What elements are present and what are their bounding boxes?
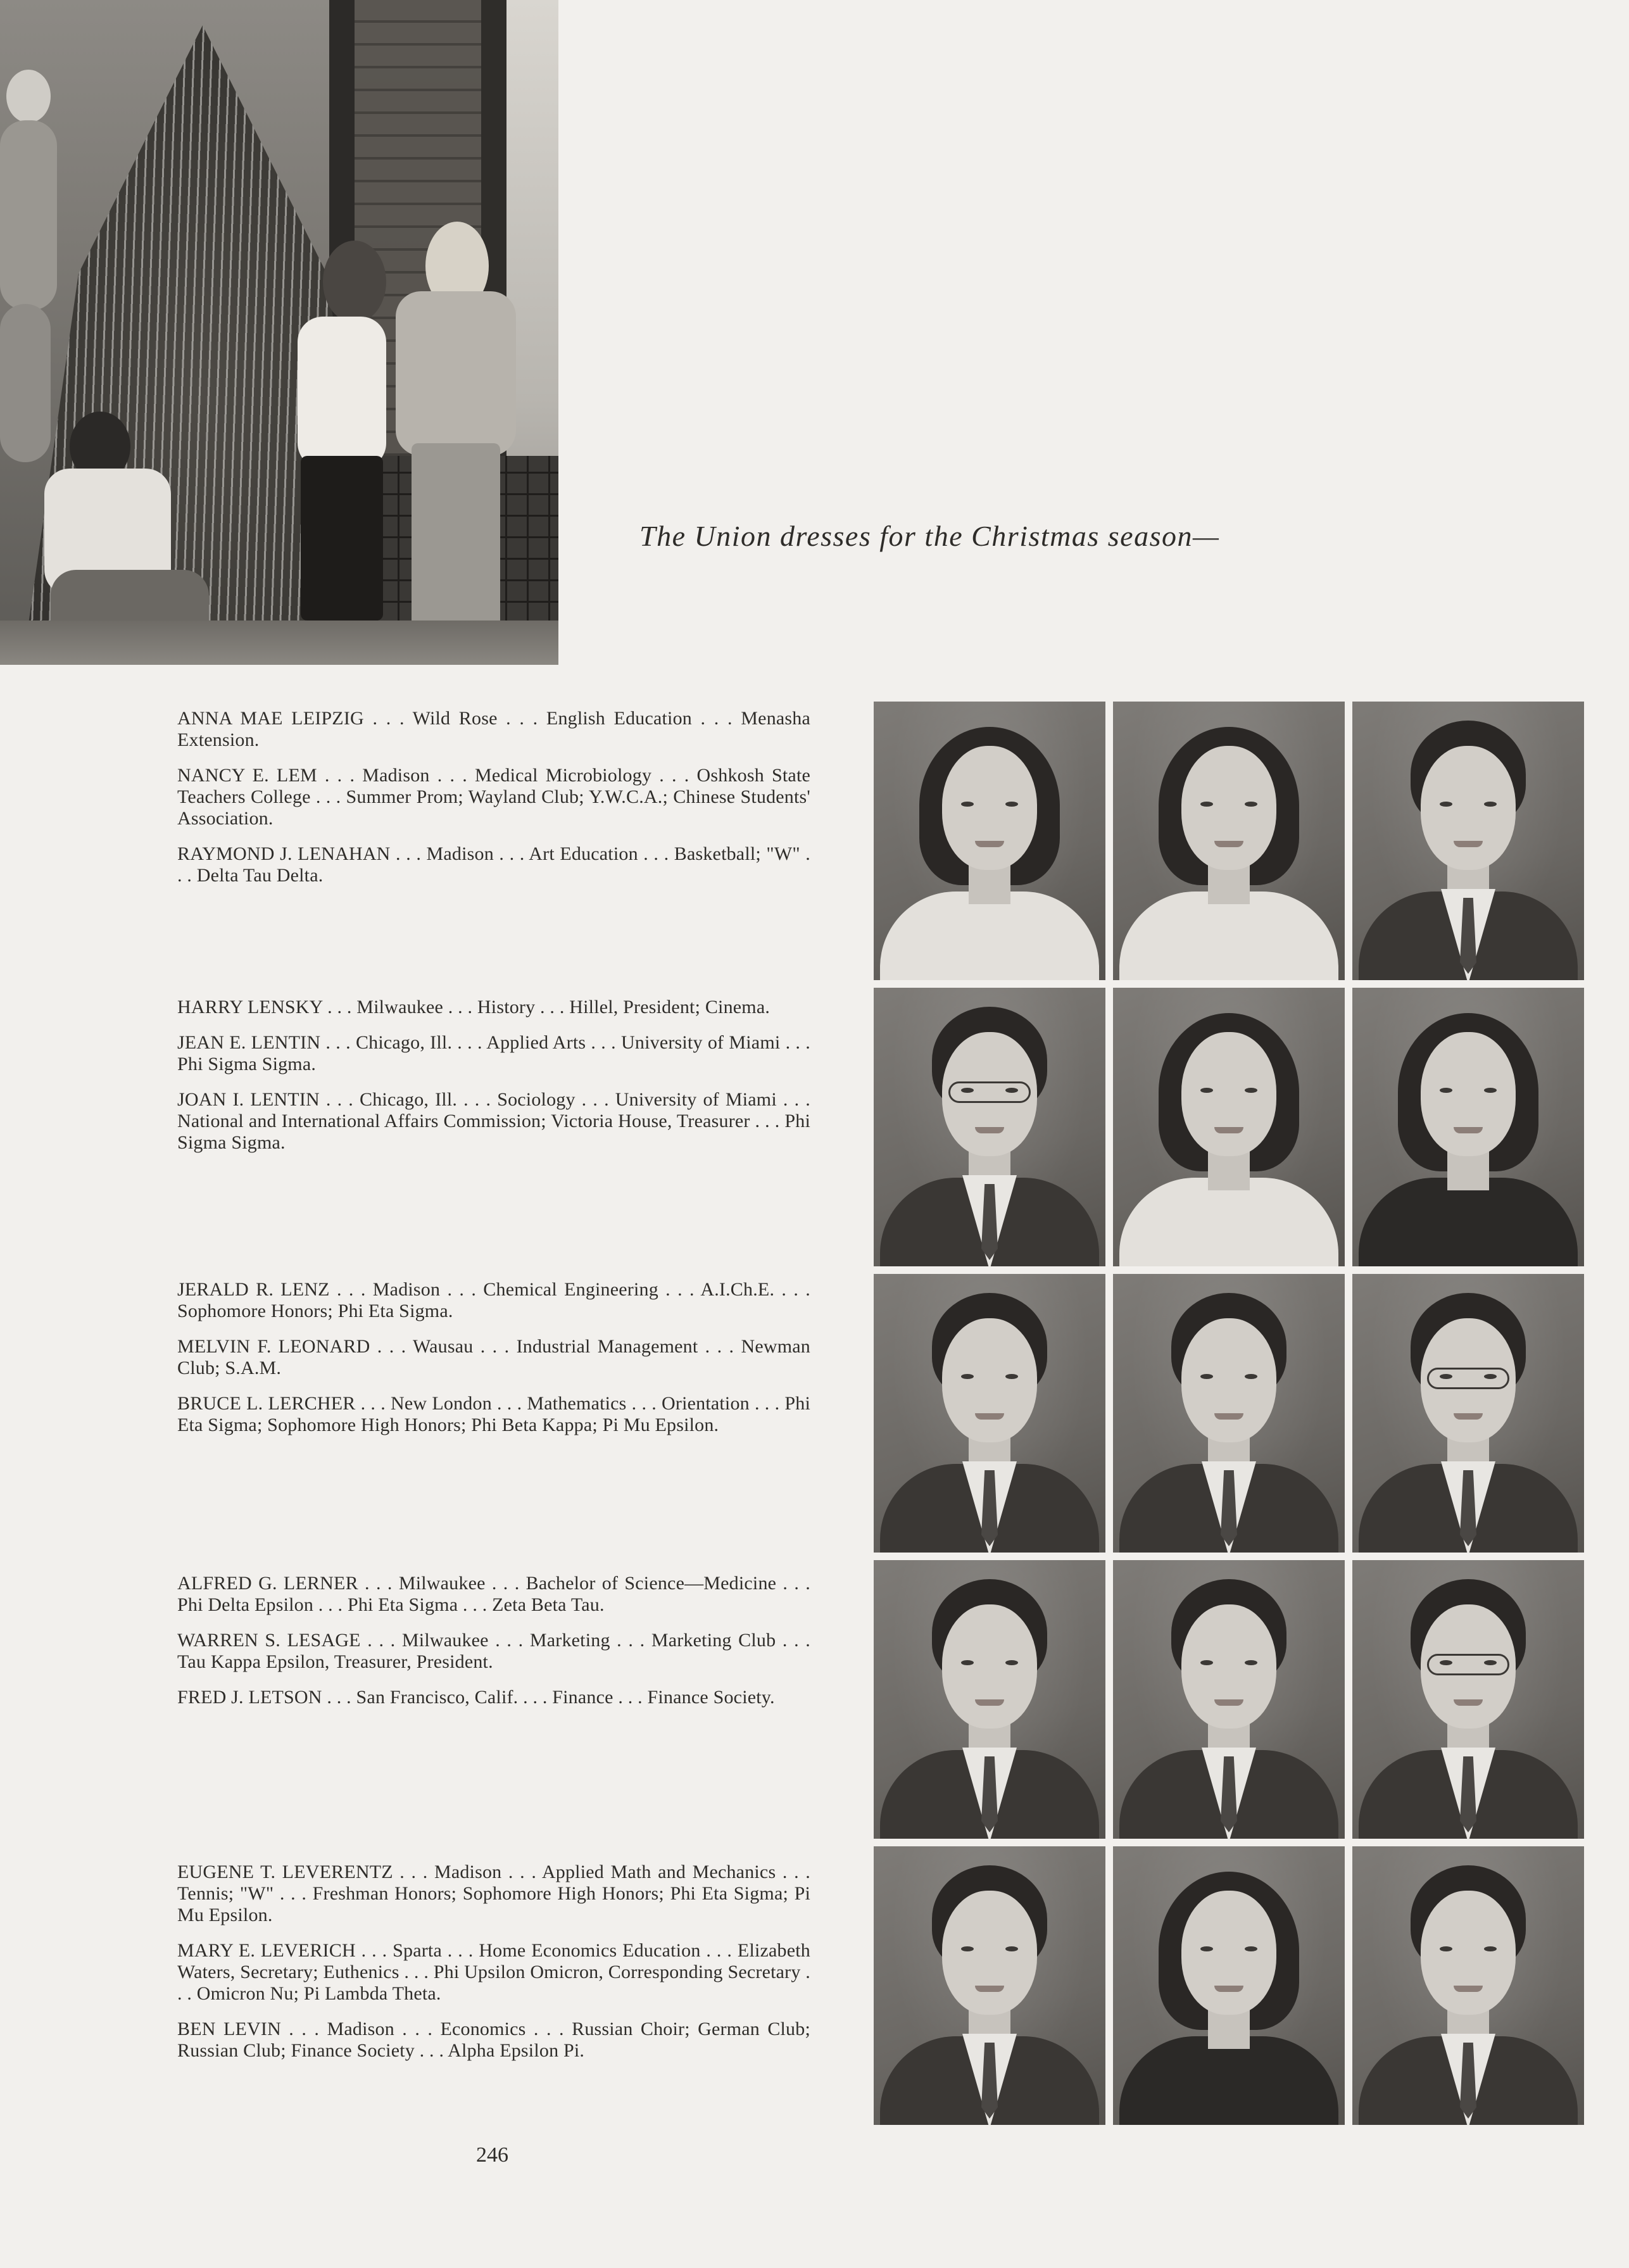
photo-caption: The Union dresses for the Christmas season—: [639, 520, 1220, 552]
portrait-face: [1181, 1318, 1276, 1442]
portrait-mouth: [975, 1699, 1004, 1706]
christmas-tree-photo: [0, 0, 558, 665]
photo-figure-skirt: [301, 456, 383, 621]
student-portrait: [1113, 1560, 1345, 1839]
portrait-mouth: [975, 1986, 1004, 1992]
portrait-eye: [1440, 1088, 1452, 1093]
portrait-mouth: [975, 841, 1004, 847]
portrait-face: [1181, 1891, 1276, 2015]
student-portrait: [1352, 1846, 1584, 2125]
portrait-mouth: [1214, 1699, 1243, 1706]
biography-entry: ALFRED G. LERNER . . . Milwaukee . . . Bachelor of Science—Medicine . . . Phi Delta Epsilon . . . Phi Eta Sigma . . . Zeta Beta Tau.: [177, 1573, 810, 1615]
portrait-face: [1421, 1891, 1516, 2015]
biography-group: [177, 997, 810, 1168]
biography-entry: JOAN I. LENTIN . . . Chicago, Ill. . . . Sociology . . . University of Miami . . . National and International Affairs Commission; Victoria House, Treasurer . . . Phi Sigma Sigma.: [177, 1089, 810, 1153]
student-portrait: [874, 1274, 1105, 1553]
biography-group: [177, 1862, 810, 2076]
portrait-eye: [1245, 1946, 1257, 1951]
student-portrait: [874, 702, 1105, 980]
student-portrait: [1352, 702, 1584, 980]
photo-figure-head: [323, 241, 386, 323]
photo-figure-body: [396, 291, 516, 456]
photo-figure-skirt: [0, 304, 51, 462]
portrait-mouth: [1214, 1413, 1243, 1420]
portrait-eye: [1440, 1946, 1452, 1951]
photo-figure-legs: [412, 443, 500, 633]
photo-figure-body: [0, 120, 57, 310]
portrait-mouth: [975, 1413, 1004, 1420]
biography-entry: EUGENE T. LEVERENTZ . . . Madison . . . Applied Math and Mechanics . . . Tennis; "W" . . . Freshman Honors; Sophomore High Honors; Phi Eta Sigma; Pi Mu Epsilon.: [177, 1862, 810, 1925]
portrait-eye: [1005, 1946, 1018, 1951]
portrait-mouth: [1454, 1986, 1483, 1992]
student-portrait: [1352, 1560, 1584, 1839]
portrait-face: [1181, 746, 1276, 870]
portrait-mouth: [1454, 1413, 1483, 1420]
student-portrait: [1113, 988, 1345, 1266]
portrait-mouth: [975, 1127, 1004, 1133]
portrait-eye: [961, 1660, 974, 1665]
portrait-face: [1421, 1032, 1516, 1156]
student-portrait: [1352, 1274, 1584, 1553]
page-number: 246: [476, 2143, 508, 2167]
portrait-mouth: [1214, 1986, 1243, 1992]
biography-entry: MARY E. LEVERICH . . . Sparta . . . Home Economics Education . . . Elizabeth Waters, Secretary; Euthenics . . . Phi Upsilon Omicron, Corresponding Secretary . . . Omicron Nu; Pi Lambda Theta.: [177, 1940, 810, 2004]
photo-figure-body: [298, 317, 386, 469]
portrait-body: [1359, 1178, 1578, 1266]
portrait-mouth: [1454, 1699, 1483, 1706]
biography-entry: BRUCE L. LERCHER . . . New London . . . Mathematics . . . Orientation . . . Phi Eta Sigma; Sophomore High Honors; Phi Beta Kappa; Pi Mu Epsilon.: [177, 1393, 810, 1435]
biography-entry: MELVIN F. LEONARD . . . Wausau . . . Industrial Management . . . Newman Club; S.A.M.: [177, 1336, 810, 1378]
portrait-eye: [1245, 802, 1257, 807]
portrait-eye: [1200, 1946, 1213, 1951]
portrait-eye: [1245, 1374, 1257, 1379]
portrait-eye: [1200, 1374, 1213, 1379]
portrait-face: [942, 746, 1037, 870]
portrait-face: [1181, 1604, 1276, 1729]
portrait-body: [1119, 891, 1338, 980]
biography-group: [177, 708, 810, 900]
biography-group: [177, 1573, 810, 1722]
portrait-mouth: [1214, 841, 1243, 847]
portrait-glasses: [948, 1081, 1031, 1103]
student-portrait: [1113, 1846, 1345, 2125]
portrait-face: [942, 1604, 1037, 1729]
portrait-face: [942, 1318, 1037, 1442]
photo-floor: [0, 621, 558, 665]
student-portrait: [874, 1846, 1105, 2125]
portrait-face: [942, 1891, 1037, 2015]
portrait-face: [1181, 1032, 1276, 1156]
biography-group: [177, 1279, 810, 1450]
photo-figure-head: [6, 70, 51, 123]
student-portrait: [1352, 988, 1584, 1266]
biography-entry: JEAN E. LENTIN . . . Chicago, Ill. . . . Applied Arts . . . University of Miami . . . Phi Sigma Sigma.: [177, 1032, 810, 1074]
portrait-mouth: [1214, 1127, 1243, 1133]
portrait-eye: [1005, 1374, 1018, 1379]
portrait-glasses: [1427, 1654, 1509, 1675]
portrait-eye: [961, 802, 974, 807]
portrait-eye: [1200, 1660, 1213, 1665]
portrait-mouth: [1454, 841, 1483, 847]
portrait-eye: [1005, 1660, 1018, 1665]
portrait-eye: [1200, 1088, 1213, 1093]
biography-entry: WARREN S. LESAGE . . . Milwaukee . . . Marketing . . . Marketing Club . . . Tau Kappa Epsilon, Treasurer, President.: [177, 1630, 810, 1672]
biography-entry: FRED J. LETSON . . . San Francisco, Calif. . . . Finance . . . Finance Society.: [177, 1687, 775, 1708]
portrait-eye: [1245, 1660, 1257, 1665]
biography-entry: NANCY E. LEM . . . Madison . . . Medical Microbiology . . . Oshkosh State Teachers College . . . Summer Prom; Wayland Club; Y.W.C.A.; Chinese Students' Association.: [177, 765, 810, 829]
student-portrait: [1113, 1274, 1345, 1553]
portrait-face: [1421, 746, 1516, 870]
portrait-body: [1119, 2036, 1338, 2125]
portrait-body: [880, 891, 1099, 980]
portrait-eye: [1484, 1088, 1497, 1093]
student-portrait: [874, 1560, 1105, 1839]
biography-entry: ANNA MAE LEIPZIG . . . Wild Rose . . . English Education . . . Menasha Extension.: [177, 708, 810, 750]
portrait-eye: [1484, 802, 1497, 807]
portrait-eye: [961, 1374, 974, 1379]
biography-entry: BEN LEVIN . . . Madison . . . Economics . . . Russian Choir; German Club; Russian Club; Finance Society . . . Alpha Epsilon Pi.: [177, 2019, 810, 2061]
student-portrait: [874, 988, 1105, 1266]
biography-entry: HARRY LENSKY . . . Milwaukee . . . History . . . Hillel, President; Cinema.: [177, 997, 770, 1017]
portrait-grid: [874, 702, 1585, 2134]
student-portrait: [1113, 702, 1345, 980]
biography-entry: JERALD R. LENZ . . . Madison . . . Chemical Engineering . . . A.I.Ch.E. . . . Sophomore Honors; Phi Eta Sigma.: [177, 1279, 810, 1321]
portrait-eye: [1245, 1088, 1257, 1093]
portrait-glasses: [1427, 1368, 1509, 1389]
biography-entry: RAYMOND J. LENAHAN . . . Madison . . . Art Education . . . Basketball; "W" . . . Delta Tau Delta.: [177, 843, 810, 886]
portrait-eye: [1484, 1946, 1497, 1951]
portrait-eye: [961, 1946, 974, 1951]
portrait-mouth: [1454, 1127, 1483, 1133]
portrait-eye: [1005, 802, 1018, 807]
portrait-eye: [1200, 802, 1213, 807]
portrait-body: [1119, 1178, 1338, 1266]
portrait-eye: [1440, 802, 1452, 807]
